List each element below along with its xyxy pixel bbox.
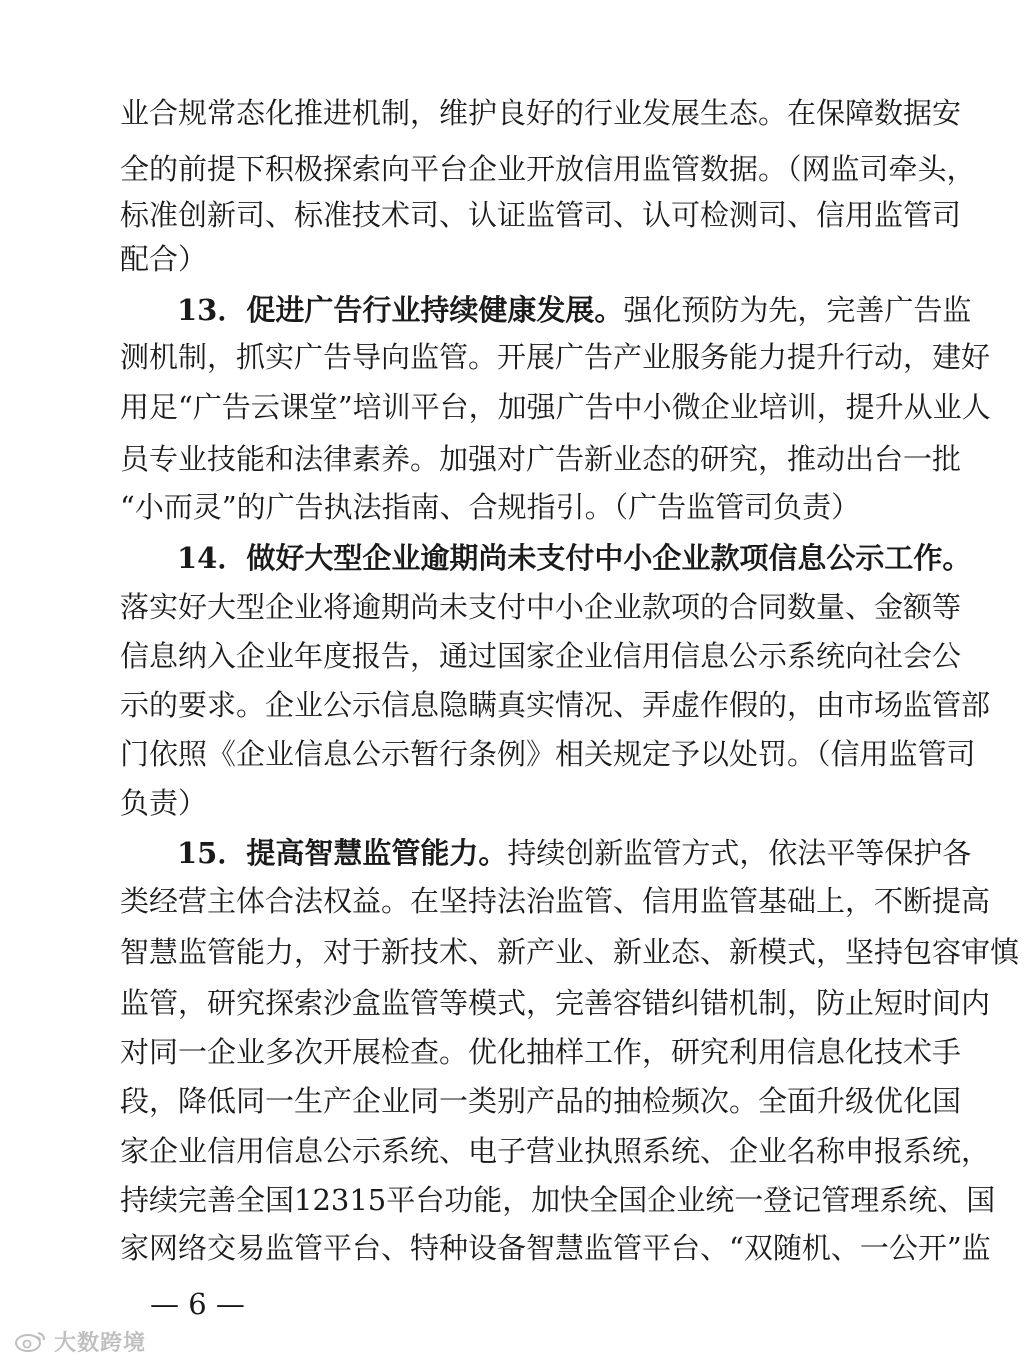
item-15-heading: 15．提高智慧监管能力。 (177, 836, 508, 870)
text-line: 段，降低同一生产企业同一类别产品的抽检频次。全面升级优化国 (120, 1084, 962, 1118)
text-line: 门依照《企业信息公示暂行条例》相关规定予以处罚。（信用监管司 (120, 737, 976, 771)
text-line: 全的前提下积极探索向平台企业开放信用监管数据。（网监司牵头， (120, 152, 976, 186)
text-line: 持续完善全国12315平台功能，加快全国企业统一登记管理系统、国 (120, 1183, 996, 1217)
item-13-text: 强化预防为先，完善广告监 (623, 293, 972, 327)
text-line: 对同一企业多次开展检查。优化抽样工作，研究利用信息化技术手 (120, 1035, 962, 1069)
text-line: 业合规常态化推进机制，维护良好的行业发展生态。在保障数据安 (120, 96, 962, 130)
weibo-logo-icon (14, 1329, 48, 1353)
text-line: 类经营主体合法权益。在坚持法治监管、信用监管基础上，不断提高 (120, 884, 991, 918)
page-number: — 6 — (150, 1287, 245, 1321)
text-line: 标准创新司、标准技术司、认证监管司、认可检测司、信用监管司 (120, 198, 962, 232)
text-line: 监管，研究探索沙盒监管等模式，完善容错纠错机制，防止短时间内 (120, 986, 991, 1020)
text-line: 配合） (120, 242, 208, 276)
text-line: 落实好大型企业将逾期尚未支付中小企业款项的合同数量、金额等 (120, 590, 962, 624)
item-15-first-line (177, 832, 972, 874)
text-line: 测机制，抓实广告导向监管。开展广告产业服务能力提升行动，建好 (120, 340, 991, 374)
item-15-text: 持续创新监管方式，依法平等保护各 (507, 836, 972, 870)
text-line: 家网络交易监管平台、特种设备智慧监管平台、“双随机、一公开”监 (120, 1231, 991, 1265)
text-line: 智慧监管能力，对于新技术、新产业、新业态、新模式，坚持包容审慎 (120, 935, 1020, 969)
text-line: 示的要求。企业公示信息隐瞒真实情况、弄虚作假的，由市场监管部 (120, 688, 991, 722)
watermark (14, 1326, 146, 1356)
item-14-heading: 14．做好大型企业逾期尚未支付中小企业款项信息公示工作。 (177, 541, 972, 575)
text-line: “小而灵”的广告执法指南、合规指引。（广告监管司负责） (120, 490, 861, 524)
text-line: 负责） (120, 786, 208, 820)
item-14-first-line (177, 537, 972, 579)
text-line: 用足“广告云课堂”培训平台，加强广告中小微企业培训，提升从业人 (120, 390, 991, 424)
item-13-first-line (177, 289, 972, 331)
text-line: 信息纳入企业年度报告，通过国家企业信用信息公示系统向社会公 (120, 639, 962, 673)
text-line: 家企业信用信息公示系统、电子营业执照系统、企业名称申报系统， (120, 1134, 991, 1168)
item-13-heading: 13．促进广告行业持续健康发展。 (177, 293, 624, 327)
text-line: 员专业技能和法律素养。加强对广告新业态的研究，推动出台一批 (120, 442, 962, 476)
watermark-text: 大数跨境 (54, 1330, 147, 1356)
